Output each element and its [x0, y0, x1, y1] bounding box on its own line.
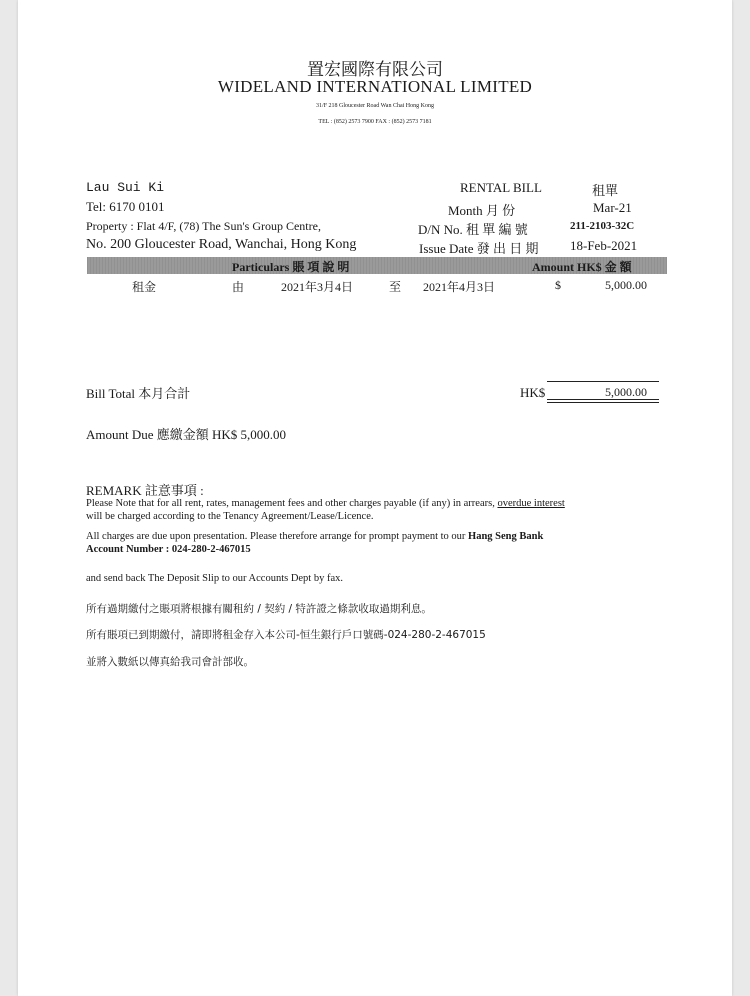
issue-date-label: Issue Date 發 出 日 期 — [419, 241, 539, 256]
amount-due: Amount Due 應繳金額 HK$ 5,000.00 — [86, 427, 287, 442]
remark-cn-2: 所有賬項已到期繳付，請即將租金存入本公司-恒生銀行戶口號碼-024-280-2-467015 — [86, 629, 486, 641]
line-item-description: 租金 — [132, 280, 157, 294]
remark-paragraph-2 — [86, 530, 686, 556]
property-line-2: No. 200 Gloucester Road, Wanchai, Hong Kong — [86, 237, 357, 252]
remark-p2-text: All charges are due upon presentation. Please therefore arrange for prompt payment to our — [86, 531, 466, 542]
issue-date-value: 18-Feb-2021 — [570, 238, 638, 253]
bill-total-currency: HK$ — [520, 385, 546, 400]
company-contact: TEL : (852) 2573 7900 FAX : (852) 2573 7181 — [318, 119, 432, 125]
month-label: Month 月 份 — [448, 203, 516, 218]
remark-p1-text: Please Note that for all rent, rates, management fees and other charges payable (if any) in arrears, — [86, 498, 495, 509]
dn-value: 211-2103-32C — [570, 220, 635, 232]
property-line-1: Property : Flat 4/F, (78) The Sun's Group Centre, — [86, 219, 321, 233]
dn-label: D/N No. 租 單 編 號 — [418, 222, 528, 237]
remark-cn-1: 所有過期繳付之賬項將根據有關租約 / 契約 / 特許證之條款收取過期利息。 — [86, 603, 432, 615]
remark-heading: REMARK 註意事項 : — [86, 483, 204, 498]
tenant-name: Lau Sui Ki — [86, 180, 165, 195]
bill-total-amount: 5,000.00 — [605, 385, 647, 399]
company-address: 31/F 218 Gloucester Road Wan Chai Hong Kong — [316, 103, 434, 109]
line-item-currency: $ — [555, 278, 561, 292]
company-name-cn: 置宏國際有限公司 — [307, 60, 443, 80]
particulars-heading: Particulars 賬 項 說 明 — [232, 260, 350, 274]
overdue-interest-text: overdue interest — [497, 498, 565, 509]
remark-paragraph-1 — [86, 497, 686, 523]
line-item-to-label: 至 — [389, 280, 402, 294]
account-number: Account Number : 024-280-2-467015 — [86, 544, 251, 555]
remark-paragraph-3: and send back The Deposit Slip to our Accounts Dept by fax. — [86, 573, 344, 584]
remark-p1-continuation: will be charged according to the Tenancy Agreement/Lease/Licence. — [86, 511, 374, 522]
line-item-from-label: 由 — [232, 280, 245, 294]
line-item-amount: 5,000.00 — [605, 278, 647, 292]
total-rule-top — [547, 381, 659, 382]
tenant-tel: Tel: 6170 0101 — [86, 199, 165, 214]
bill-title-en: RENTAL BILL — [460, 180, 542, 195]
bill-total-label: Bill Total 本月合計 — [86, 386, 191, 401]
bank-name: Hang Seng Bank — [468, 531, 544, 542]
line-item-to-date: 2021年4月3日 — [423, 280, 496, 294]
bill-title-cn: 租單 — [592, 184, 619, 199]
remark-cn-3: 並將入數紙以傳真給我司會計部收。 — [86, 656, 254, 668]
rental-bill-document — [18, 0, 732, 996]
total-rule-bottom-double — [547, 402, 659, 403]
company-name-en: WIDELAND INTERNATIONAL LIMITED — [217, 77, 533, 96]
month-value: Mar-21 — [593, 200, 632, 215]
line-item-from-date: 2021年3月4日 — [281, 280, 354, 294]
total-rule-bottom — [547, 399, 659, 400]
amount-heading: Amount HK$ 金 額 — [532, 260, 632, 274]
